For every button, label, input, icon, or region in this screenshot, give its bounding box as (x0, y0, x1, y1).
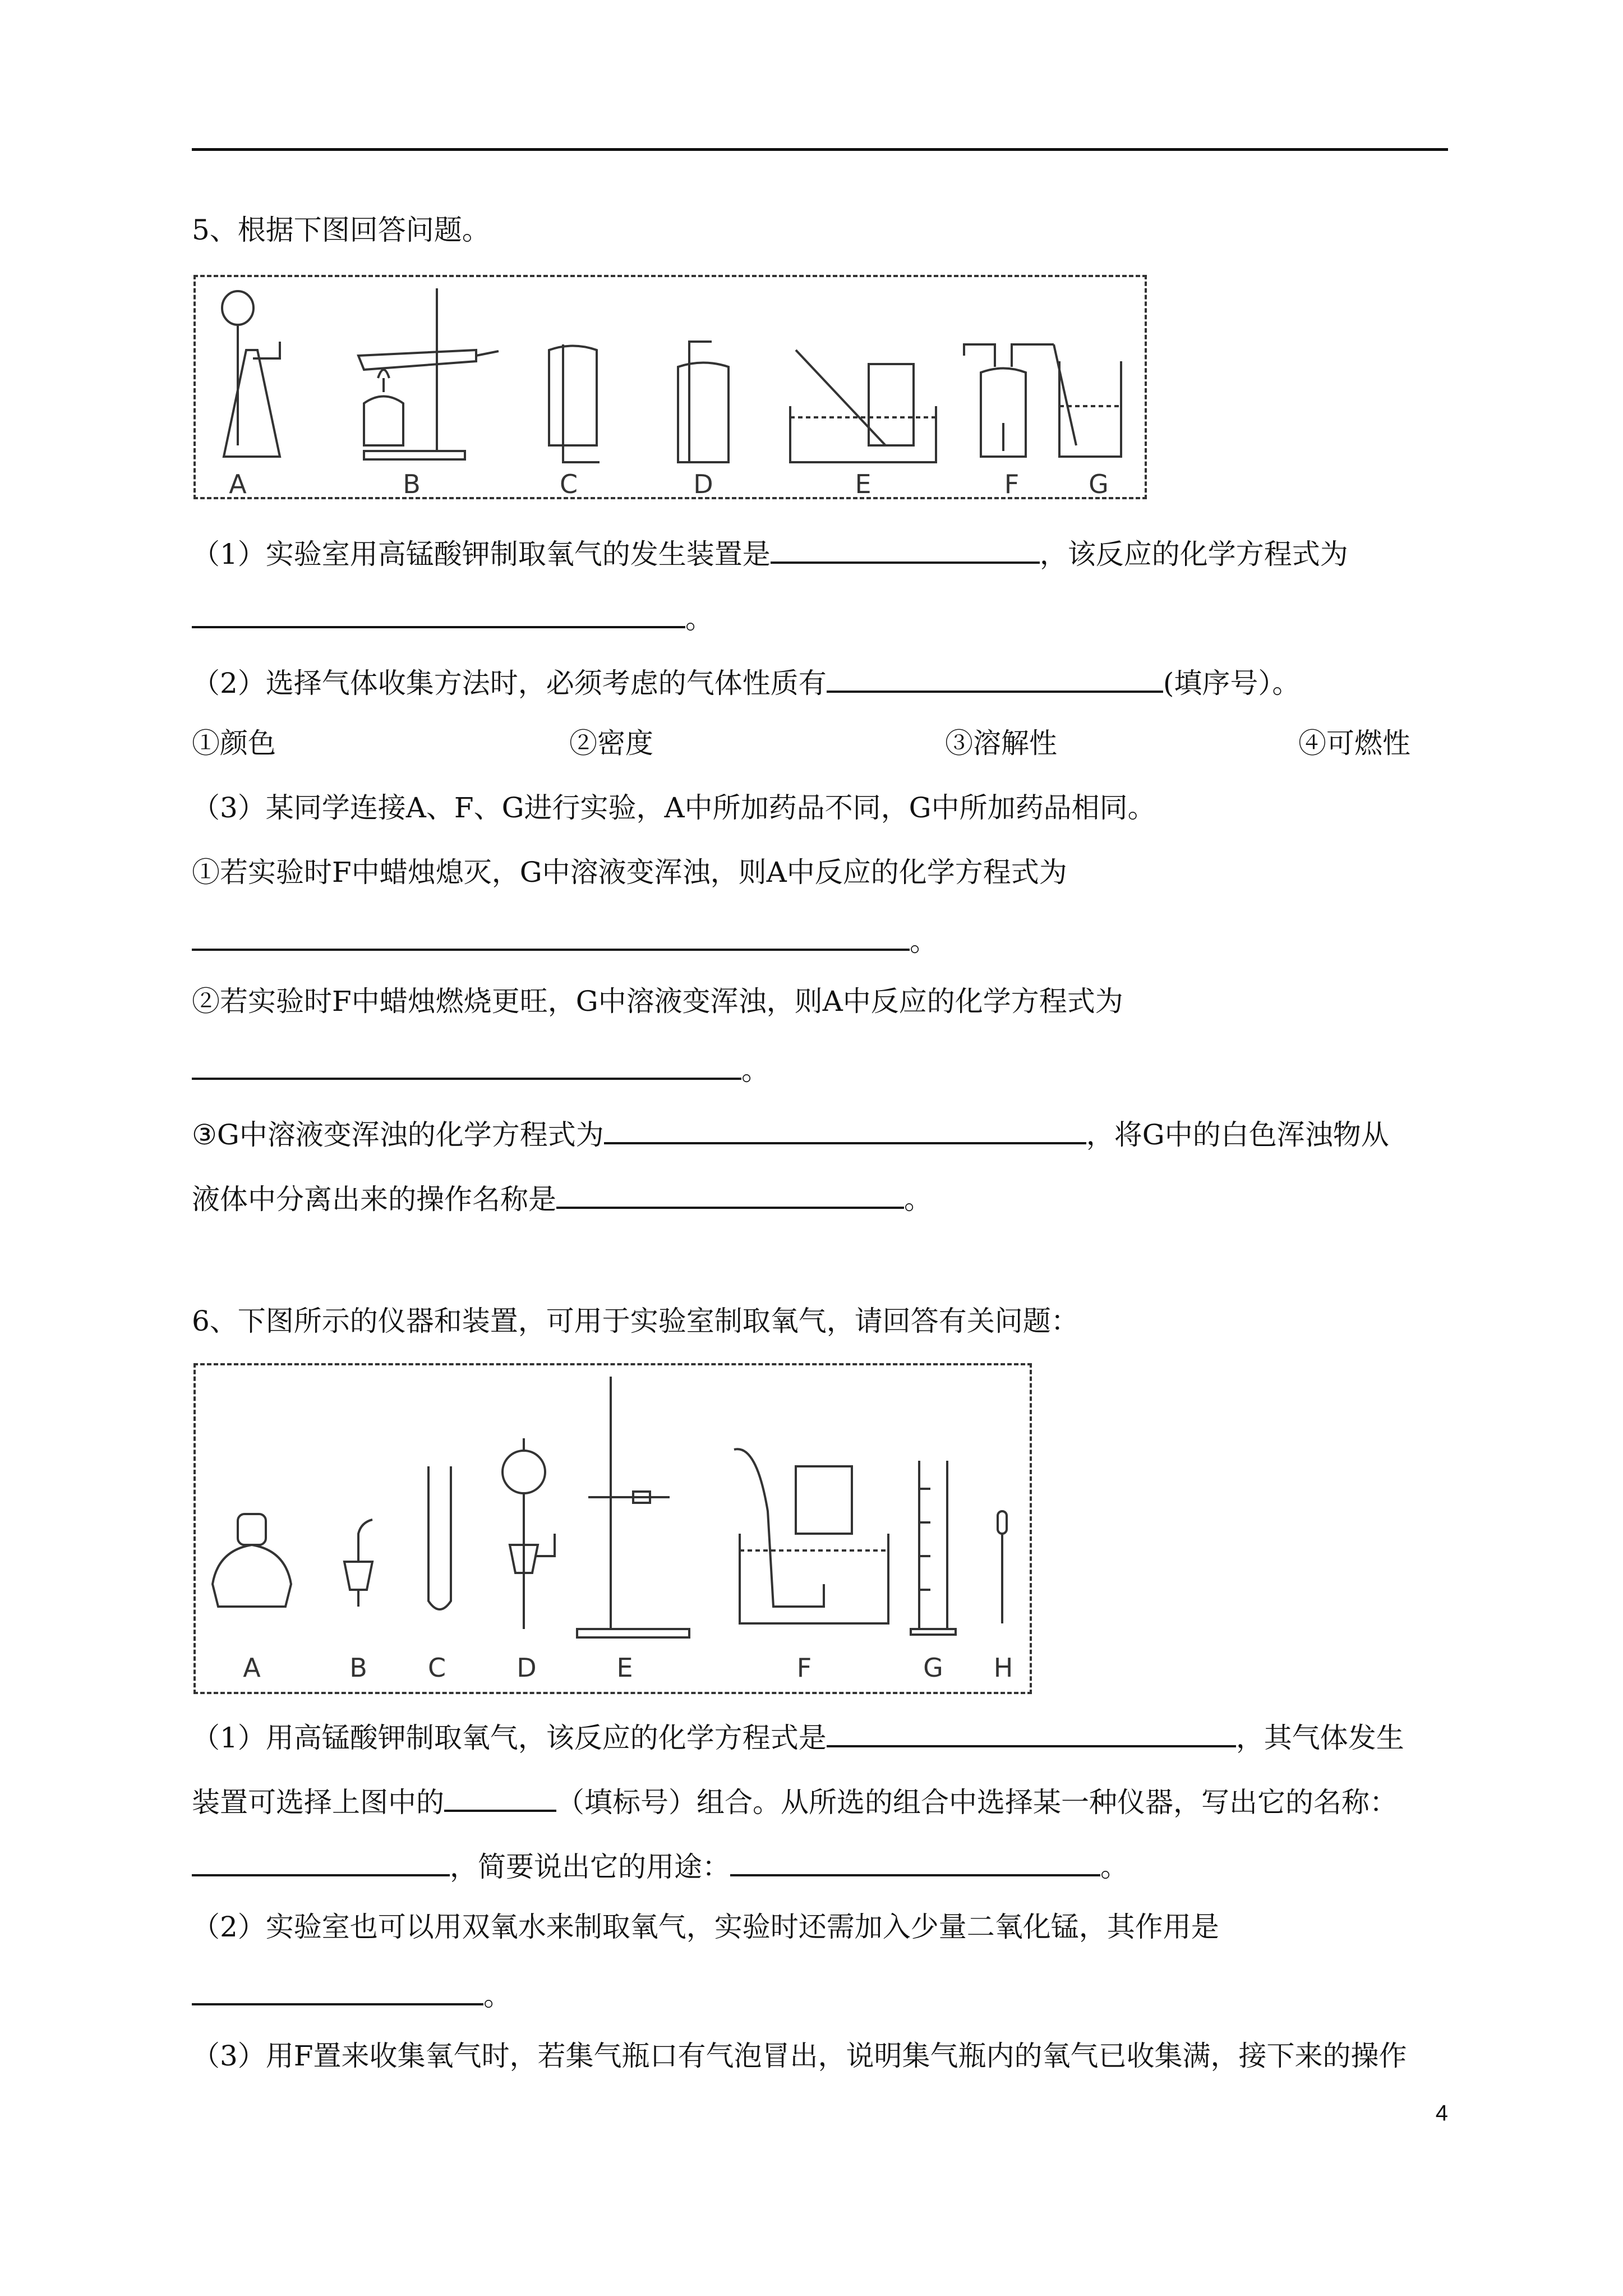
q5-label-g: G (1089, 469, 1109, 499)
q6-funnel-d (502, 1438, 555, 1629)
q5-apparatus-drawing (196, 277, 1149, 501)
q6-trough-f (734, 1449, 888, 1623)
q6-label-e: E (616, 1653, 633, 1683)
q6-part3-line: （3）用F置来收集氧气时，若集气瓶口有气泡冒出，说明集气瓶内的氧气已收集满，接下来的操作 (192, 2040, 1407, 2072)
q5-beaker-g (1054, 344, 1121, 457)
q5-part3-1-answer: 。 (192, 917, 938, 961)
q6-label-d: D (517, 1653, 537, 1683)
q6-alcohol-lamp-a (213, 1514, 291, 1607)
q5-p1-blank-apparatus[interactable] (771, 530, 1040, 564)
q6-label-a: A (243, 1653, 261, 1683)
q6-p1-blank-equation[interactable] (827, 1714, 1236, 1747)
q5-collection-d (678, 342, 728, 462)
q6-part2-line: （2）实验室也可以用双氧水来制取氧气，实验时还需加入少量二氧化锰，其作用是 (192, 1911, 1219, 1943)
q6-stopper-b (344, 1520, 372, 1607)
q5-label-a: A (229, 469, 247, 499)
q5-p1-blank-equation[interactable] (192, 595, 685, 628)
q5-p2-blank[interactable] (827, 659, 1163, 693)
q5-option-3: ③溶解性 (945, 727, 1057, 760)
q5-part1-line2: 。 (192, 595, 713, 638)
q6-label-b: B (349, 1653, 367, 1683)
q6-dropper-h (998, 1511, 1007, 1623)
q5-flask-a (222, 291, 280, 457)
q6-p2-blank[interactable] (192, 1972, 483, 2005)
q5-part3-1: ①若实验时F中蜡烛熄灭，G中溶液变浑浊，则A中反应的化学方程式为 (192, 856, 1067, 889)
q5-label-e: E (855, 469, 872, 499)
q6-part2-answer: 。 (192, 1972, 511, 2016)
q5-p3-3-blank-equation[interactable] (604, 1111, 1086, 1144)
page-number: 4 (1435, 2101, 1448, 2125)
q5-part3-3-line2: 液体中分离出来的操作名称是 。 (192, 1175, 932, 1219)
q6-part1-line3: ，简要说出它的用途： 。 (192, 1843, 1128, 1887)
q5-p3-1-blank[interactable] (192, 917, 910, 951)
q6-test-tube-c (428, 1466, 451, 1609)
q5-collection-c (549, 344, 600, 462)
q6-part1-line: （1）用高锰酸钾制取氧气，该反应的化学方程式是 ，其气体发生 (192, 1714, 1404, 1757)
q5-part3-3: ③G中溶液变浑浊的化学方程式为 ，将G中的白色浑浊物从 (192, 1111, 1389, 1154)
q6-label-c: C (427, 1653, 446, 1683)
header-rule (192, 148, 1448, 151)
q6-p1-blank-use[interactable] (730, 1843, 1100, 1876)
q6-title: 6、下图所示的仪器和装置，可用于实验室制取氧气，请回答有关问题： (192, 1305, 1079, 1337)
q6-part1-line2: 装置可选择上图中的 （填标号）组合。从所选的组合中选择某一种仪器，写出它的名称： (192, 1778, 1398, 1822)
q5-part3-2-answer: 。 (192, 1046, 769, 1090)
q5-part3-intro: （3）某同学连接A、F、G进行实验，A中所加药品不同，G中所加药品相同。 (192, 792, 1156, 824)
q5-option-1: ①颜色 (192, 727, 276, 760)
q5-option-2: ②密度 (569, 727, 653, 760)
q6-cylinder-g (911, 1461, 956, 1635)
q5-heating-b (358, 288, 499, 459)
q5-part2-line: （2）选择气体收集方法时，必须考虑的气体性质有 (填序号）。 (192, 659, 1300, 703)
q5-part1-line: （1）实验室用高锰酸钾制取氧气的发生装置是 ，该反应的化学方程式为 (192, 530, 1348, 574)
q6-label-h: H (993, 1653, 1013, 1683)
q5-label-f: F (1004, 469, 1020, 499)
q6-label-g: G (923, 1653, 943, 1683)
q5-apparatus-figure (193, 275, 1147, 499)
q5-trough-e (790, 350, 936, 462)
q6-apparatus-figure (193, 1363, 1032, 1694)
q5-bottle-f (964, 344, 1054, 457)
q5-p3-3-blank-operation[interactable] (556, 1175, 904, 1209)
q5-p3-2-blank[interactable] (192, 1046, 741, 1080)
q5-title: 5、根据下图回答问题。 (192, 214, 490, 246)
q6-stand-e (577, 1377, 689, 1637)
q5-option-4: ④可燃性 (1298, 727, 1410, 760)
q6-p1-blank-name[interactable] (192, 1843, 450, 1876)
q5-label-b: B (403, 469, 421, 499)
q6-apparatus-drawing (196, 1365, 1034, 1696)
q5-label-c: C (559, 469, 578, 499)
q5-label-d: D (693, 469, 713, 499)
q6-p1-blank-labels[interactable] (444, 1778, 556, 1812)
q5-part3-2: ②若实验时F中蜡烛燃烧更旺，G中溶液变浑浊，则A中反应的化学方程式为 (192, 985, 1123, 1018)
q6-label-f: F (796, 1653, 812, 1683)
